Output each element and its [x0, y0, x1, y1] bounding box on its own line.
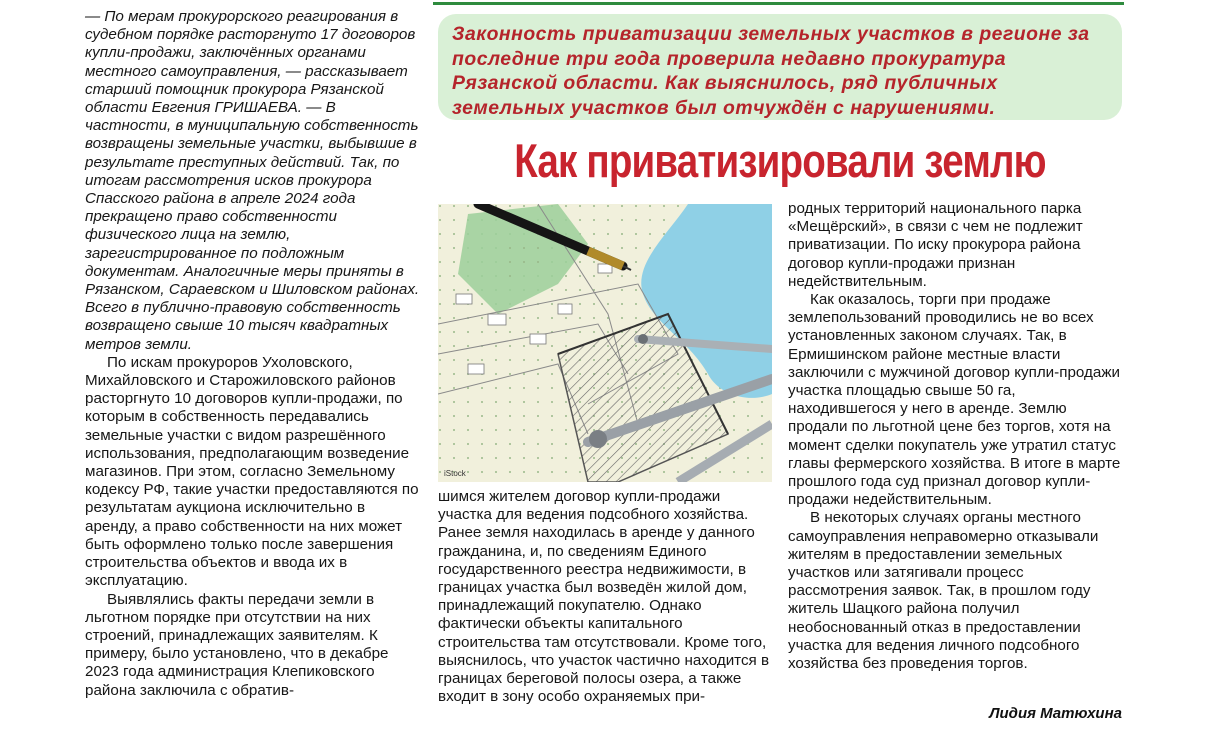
article-column-3 — [788, 200, 1122, 673]
article-column-2 — [438, 488, 772, 706]
paragraph: Выявлялись факты передачи земли в льготном порядке при отсутствии на них строений, принадлежащих заявителям. К примеру, было установлено, что в декабре 2023 года администрация Клепиковского района заключила с обратив- — [85, 590, 389, 699]
photo-credit: iStock — [444, 469, 466, 478]
lead-box — [438, 14, 1122, 120]
article-photo — [438, 204, 772, 482]
paragraph-quote: — По мерам прокурорского реагирования в судебном порядке расторгнуто 17 договоров купли-продажи, заключённых органами местного самоуправления, — рассказывает старший помощник прокурора Рязанской области Евгения ГРИШАЕВА. — В частности, в муниципальную собственность возвращены земельные участки, выбывшие в результате преступных действий. Так, по итогам рассмотрения исков прокурора Спасского района в апреле 2024 года прекращено право собственности физического лица на землю, зарегистрированное по подложным документам. Аналогичные меры приняты в Рязанском, Сараевском и Шиловском районах. Всего в публично-правовую собственность возвращено свыше 10 тысяч квадратных метров земли. — [85, 8, 420, 353]
paragraph: Как оказалось, торги при продаже землепользований проводились не во всех установленных законом случаях. Так, в Ермишинском районе местные власти заключили с мужчиной договор купли-продажи участка площадью свыше 50 га, находившегося у него в аренде. Землю продали по льготной цене без торгов, хотя на момент сделки покупатель уже утратил статус главы фермерского хозяйства. В итоге в марте прошлого года суд признал договор купли-продажи недействительным. — [788, 291, 1121, 509]
article-column-1 — [85, 8, 421, 700]
paragraph: В некоторых случаях органы местного самоуправления неправомерно отказывали жителям в предоставлении земельных участков или затягивали процесс рассмотрения заявок. Так, в прошлом году житель Шацкого района получил необоснованный отказ в предоставлении участка для ведения личного подсобного хозяйства без проведения торгов. — [788, 509, 1099, 673]
map-with-pen-and-compass-photo — [438, 204, 772, 482]
lead-text: Законность приватизации земельных участков в регионе за последние три года проверила недавно прокуратура Рязанской области. Как выяснилось, ряд публичных земельных участков был отчуждён с нарушениями. — [452, 23, 1090, 119]
paragraph: По искам прокуроров Ухоловского, Михайловского и Старожиловского районов расторгнуто 10 договоров купли-продажи, по которым в собственность передавались земельные участки с видом разрешённого использования, предполагающим возведение магазинов. При этом, согласно Земельному кодексу РФ, такие участки предоставляются по результатам аукциона исключительно в аренду, а право собственности на них может быть оформлено только после завершения строительства объектов и ввода их в эксплуатацию. — [85, 353, 419, 590]
paragraph: родных территорий национального парка «Мещёрский», в связи с чем не подлежит приватизации. По иску прокурора района договор купли-продажи признан недействительным. — [788, 200, 1083, 290]
paragraph: шимся жителем договор купли-продажи участка для ведения подсобного хозяйства. Ранее земля находилась в аренде у данного гражданина, и, по сведениям Единого государственного реестра недвижимости, в границах участка был возведён жилой дом, принадлежащий покупателю. Однако фактически объекты капитального строительства там отсутствовали. Кроме того, выяснилось, что участок частично находится в границах береговой полосы озера, а также входит в зону особо охраняемых при- — [438, 488, 770, 706]
author-byline: Лидия Матюхина — [989, 705, 1122, 722]
top-rule — [433, 2, 1124, 5]
headline: Как приватизировали землю — [514, 134, 1046, 187]
